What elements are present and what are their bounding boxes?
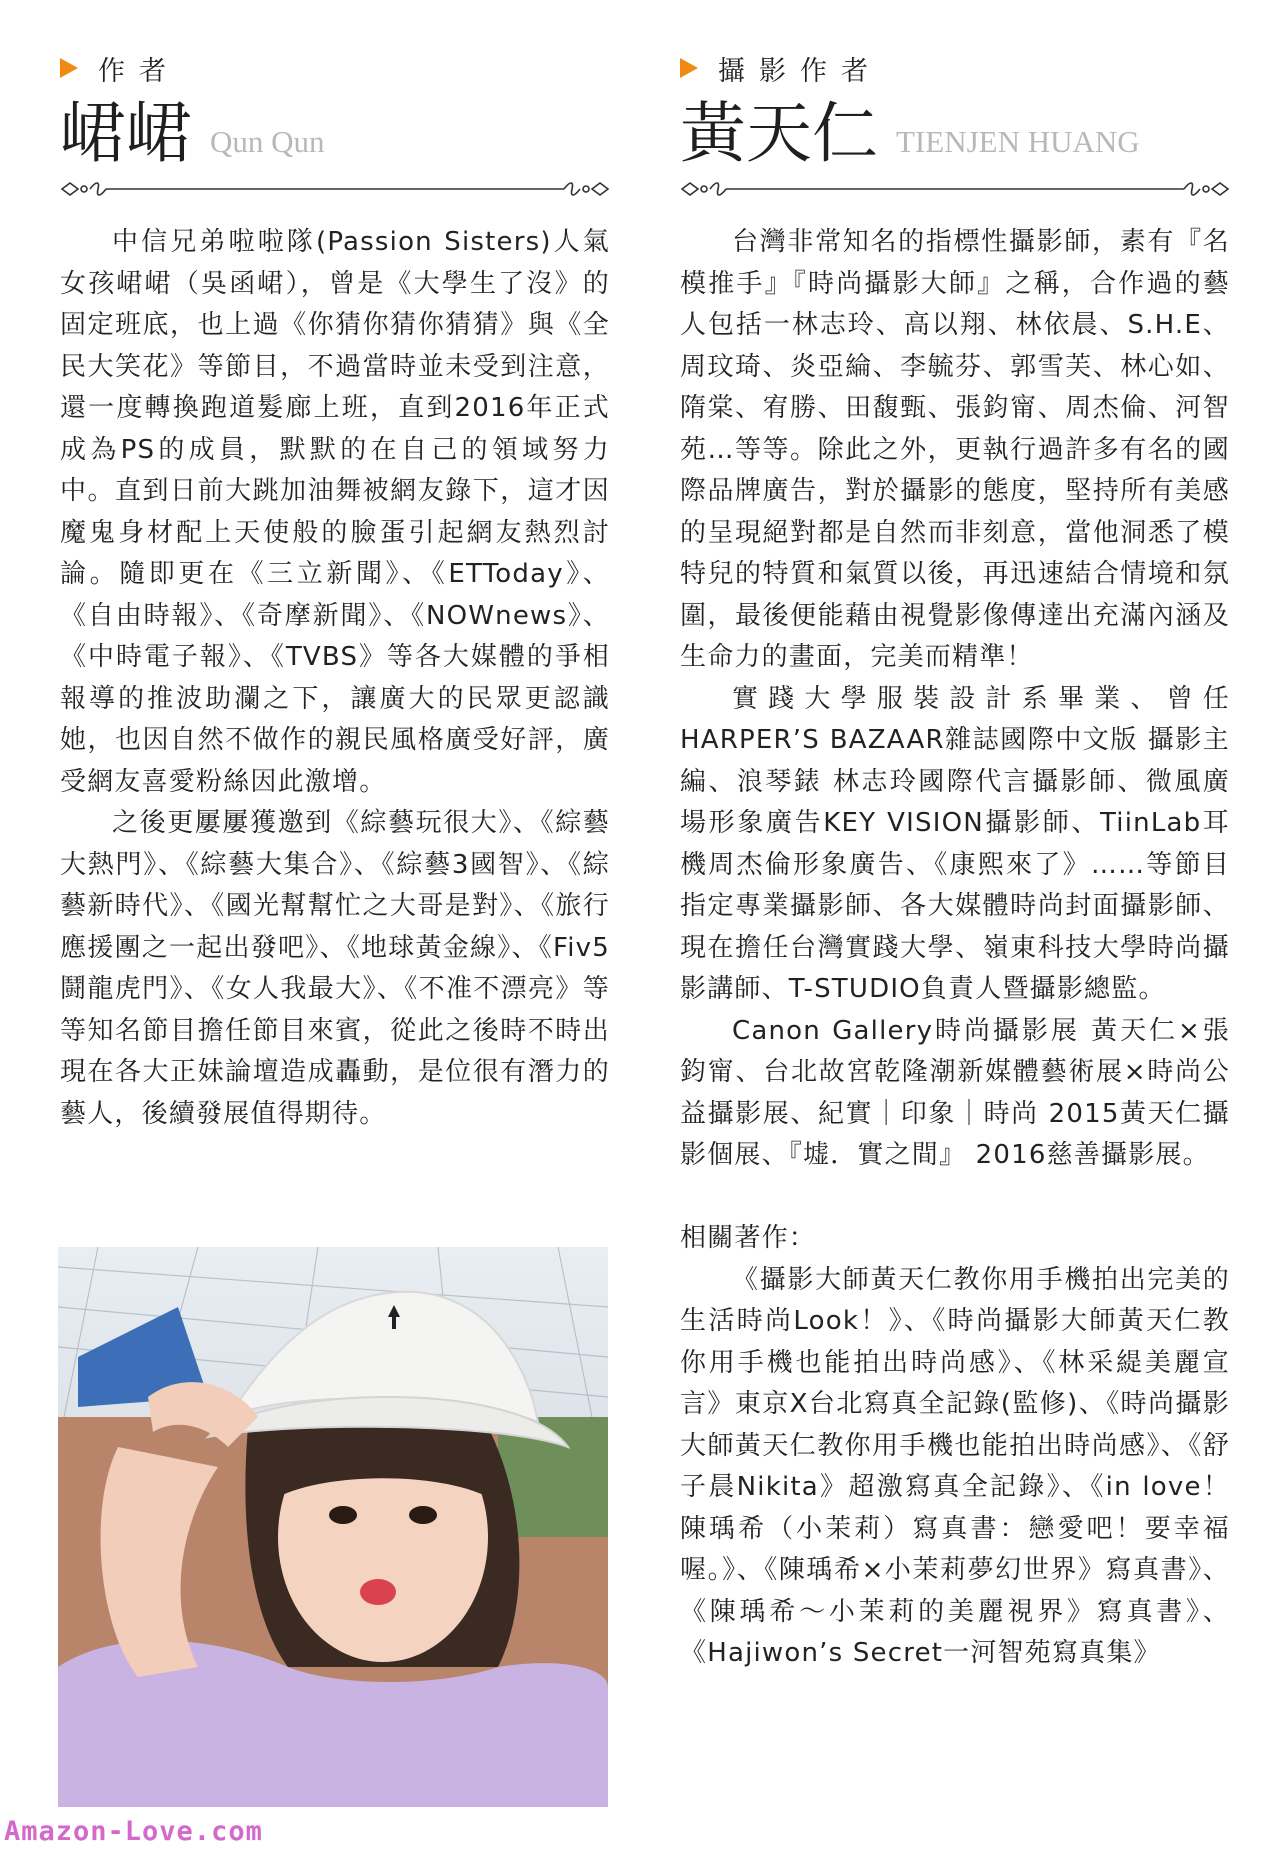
author-role-row <box>60 48 610 88</box>
portrait-photo <box>58 1247 608 1807</box>
author-role-label: 作者 <box>98 55 180 87</box>
photographer-name-zh: 黃天仁 <box>680 95 878 172</box>
watermark: Amazon-Love.com <box>4 1816 263 1847</box>
portrait-photo-icon <box>58 1247 608 1807</box>
photographer-name-en: TIENJEN HUANG <box>896 124 1140 159</box>
author-paragraph-2: 之後更屢屢獲邀到《綜藝玩很大》、《綜藝大熱門》、《綜藝大集合》、《綜藝3國智》、《綜藝新時代》、《國光幫幫忙之大哥是對》、《旅行應援團之一起出發吧》、《地球黃金線》、《Fiv5鬪龍虎門》、《女人我最大》、《不准不漂亮》等等知名節目擔任節目來賓，從此之後時不時出現在各大正妹論壇造成轟動，是位很有潛力的藝人，後續發展值得期待。 <box>60 808 610 1129</box>
works-heading: 相關著作： <box>680 1223 817 1253</box>
photographer-bio <box>680 222 1230 1675</box>
photographer-paragraph-3: Canon Gallery時尚攝影展 黃天仁×張鈞甯、台北故宮乾隆潮新媒體藝術展×時尚公益攝影展、紀實｜印象｜時尚 2015黃天仁攝影個展、『墟．實之間』 2016慈善攝影展。 <box>680 1015 1230 1170</box>
author-bio <box>60 222 610 1135</box>
works-paragraph: 《攝影大師黃天仁教你用手機拍出完美的生活時尚Look！》、《時尚攝影大師黃天仁教你用手機也能拍出時尚感》、《林采緹美麗宣言》東京X台北寫真全記錄(監修)、《時尚攝影大師黃天仁教你用手機也能拍出時尚感》、《舒子晨Nikita》超激寫真全記錄》、《in love！陳瑀希（小茉莉）寫真書：戀愛吧！要幸福喔。》、《陳瑀希×小茉莉夢幻世界》寫真書》、《陳瑀希～小茉莉的美麗視界》寫真書》、《Hajiwon’s Secret一河智苑寫真集》 <box>680 1264 1230 1668</box>
photographer-role-label: 攝影作者 <box>718 55 882 87</box>
orange-triangle-icon <box>60 58 78 78</box>
photographer-paragraph-2: 實踐大學服裝設計系畢業、曾任HARPER’S BAZAAR雜誌國際中文版 攝影主編、浪琴錶 林志玲國際代言攝影師、微風廣場形象廣告KEY VISION攝影師、TiinLab耳機周杰倫形象廣告、《康熙來了》……等節目指定專業攝影師、各大媒體時尚封面攝影師、現在擔任台灣實踐大學、嶺東科技大學時尚攝影講師、T-STUDIO負責人暨攝影總監。 <box>680 683 1230 1004</box>
author-paragraph-1: 中信兄弟啦啦隊(Passion Sisters)人氣女孩峮峮（吳函峮），曾是《大學生了沒》的固定班底，也上過《你猜你猜你猜猜》與《全民大笑花》等節目，不過當時並未受到注意，還一度轉換跑道髮廊上班，直到2016年正式成為PS的成員，默默的在自己的領域努力中。直到日前大跳加油舞被網友錄下，這才因魔鬼身材配上天使般的臉蛋引起網友熱烈討論。隨即更在《三立新聞》、《ETToday》、《自由時報》、《奇摩新聞》、《NOWnews》、《中時電子報》、《TVBS》等各大媒體的爭相報導的推波助瀾之下，讓廣大的民眾更認識她，也因自然不做作的親民風格廣受好評，廣受網友喜愛粉絲因此激增。 <box>60 227 610 797</box>
author-name-row <box>60 92 610 170</box>
author-section <box>60 48 610 1135</box>
photographer-paragraph-1: 台灣非常知名的指標性攝影師，素有『名模推手』『時尚攝影大師』之稱，合作過的藝人包括一林志玲、高以翔、林依晨、S.H.E、周玟琦、炎亞綸、李毓芬、郭雪芙、林心如、隋棠、宥勝、田馥甄、張鈞甯、周杰倫、河智苑…等等。除此之外，更執行過許多有名的國際品牌廣告，對於攝影的態度，堅持所有美感的呈現絕對都是自然而非刻意，當他洞悉了模特兒的特質和氣質以後，再迅速結合情境和氛圍，最後便能藉由視覺影像傳達出充滿內涵及生命力的畫面，完美而精準！ <box>680 227 1230 672</box>
paragraph-spacer <box>680 1177 1230 1219</box>
photographer-role-row <box>680 48 1230 88</box>
photographer-name-row <box>680 92 1230 170</box>
photographer-section <box>680 48 1230 1675</box>
ornament-divider-icon <box>60 178 610 200</box>
author-name-en: Qun Qun <box>210 124 325 159</box>
ornament-divider-icon <box>680 178 1230 200</box>
orange-triangle-icon <box>680 58 698 78</box>
author-name-zh: 峮峮 <box>60 95 192 172</box>
